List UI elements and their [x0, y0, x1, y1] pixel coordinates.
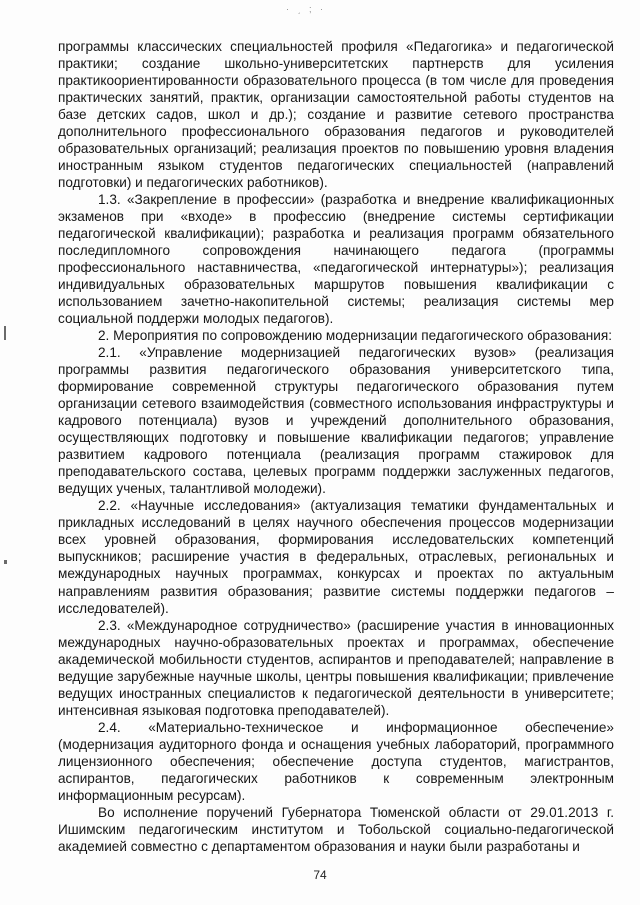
paragraph-2-2: 2.2. «Научные исследования» (актуализация тематики фундаментальных и прикладных исследований в целях научного обеспечения процессов модернизации всех уровней образования, формирования исследовательских компетенций выпускников; расширение участия в федеральных, отраслевых, региональных и международных научных программах, конкурсах и проектах по актуальным направлениям развития образования; развитие системы поддержки педагогов – исследователей).	[58, 498, 614, 616]
scan-artifact-marks: · ˏ ; ·	[286, 4, 326, 14]
scan-edge-mark	[4, 560, 7, 564]
paragraph-continuation: программы классических специальностей профиля «Педагогика» и педагогической практики; создание школьно-университетских партнерств для усиления практикоориентированности образовательного процесса (в том числе для проведения практических занятий, практик, организации самостоятельной работы студентов на базе детских садов, школ и др.); создание и развитие сетевого пространства дополнительного профессионального образования педагогов и руководителей образовательных организаций; реализация проектов по повышению уровня владения иностранным языком студентов педагогических специальностей (направлений подготовки) и педагогических работников).	[58, 39, 614, 191]
paragraph-governor-order: Во исполнение поручений Губернатора Тюменской области от 29.01.2013 г. Ишимским педагогическим институтом и Тобольской социально-педагогической академией совместно с департаментом образования и науки были разработаны и	[58, 804, 614, 854]
page-number: 74	[313, 868, 327, 882]
body-text	[58, 38, 614, 855]
paragraph-2-1: 2.1. «Управление модернизацией педагогических вузов» (реализация программы развития педагогического образования университетского типа, формирование современной структуры педагогического образования путем организации сетевого взаимодействия (совместного использования инфраструктуры и кадрового потенциала) вузов и учреждений дополнительного образования, осуществляющих подготовку и повышение квалификации педагогов; управление развитием кадрового потенциала (реализация программ стажировок для преподавательского состава, целевых программ поддержки заслуженных педагогов, ведущих ученых, талантливой молодежи).	[58, 345, 614, 497]
paragraph-2-3: 2.3. «Международное сотрудничество» (расширение участия в инновационных международных научно-образовательных проектах и программах, обеспечение академической мобильности студентов, аспирантов и преподавателей; направление в ведущие зарубежные научные школы, центры повышения квалификации; привлечение ведущих иностранных специалистов к педагогической деятельности в университете; интенсивная языковая подготовка преподавателей).	[58, 617, 614, 718]
scan-edge-mark	[4, 326, 6, 340]
paragraph-2-4: 2.4. «Материально-техническое и информационное обеспечение» (модернизация аудиторного фонда и оснащения учебных лабораторий, программного лицензионного обеспечения; обеспечение доступа студентов, магистрантов, аспирантов, педагогических работников к современным электронным информационным ресурсам).	[58, 719, 614, 803]
paragraph-1-3: 1.3. «Закрепление в профессии» (разработка и внедрение квалификационных экзаменов при «входе» в профессию (внедрение системы сертификации педагогической квалификации); разработка и реализация программ обязательного последипломного сопровождения начинающего педагога (программы профессионального наставничества, «педагогической интернатуры»); реализация индивидуальных образовательных маршрутов повышения квалификации с использованием зачетно-накопительной системы; реализация системы мер социальной поддержи молодых педагогов).	[58, 192, 614, 327]
paragraph-2: 2. Мероприятия по сопровождению модернизации педагогического образования:	[98, 328, 613, 344]
